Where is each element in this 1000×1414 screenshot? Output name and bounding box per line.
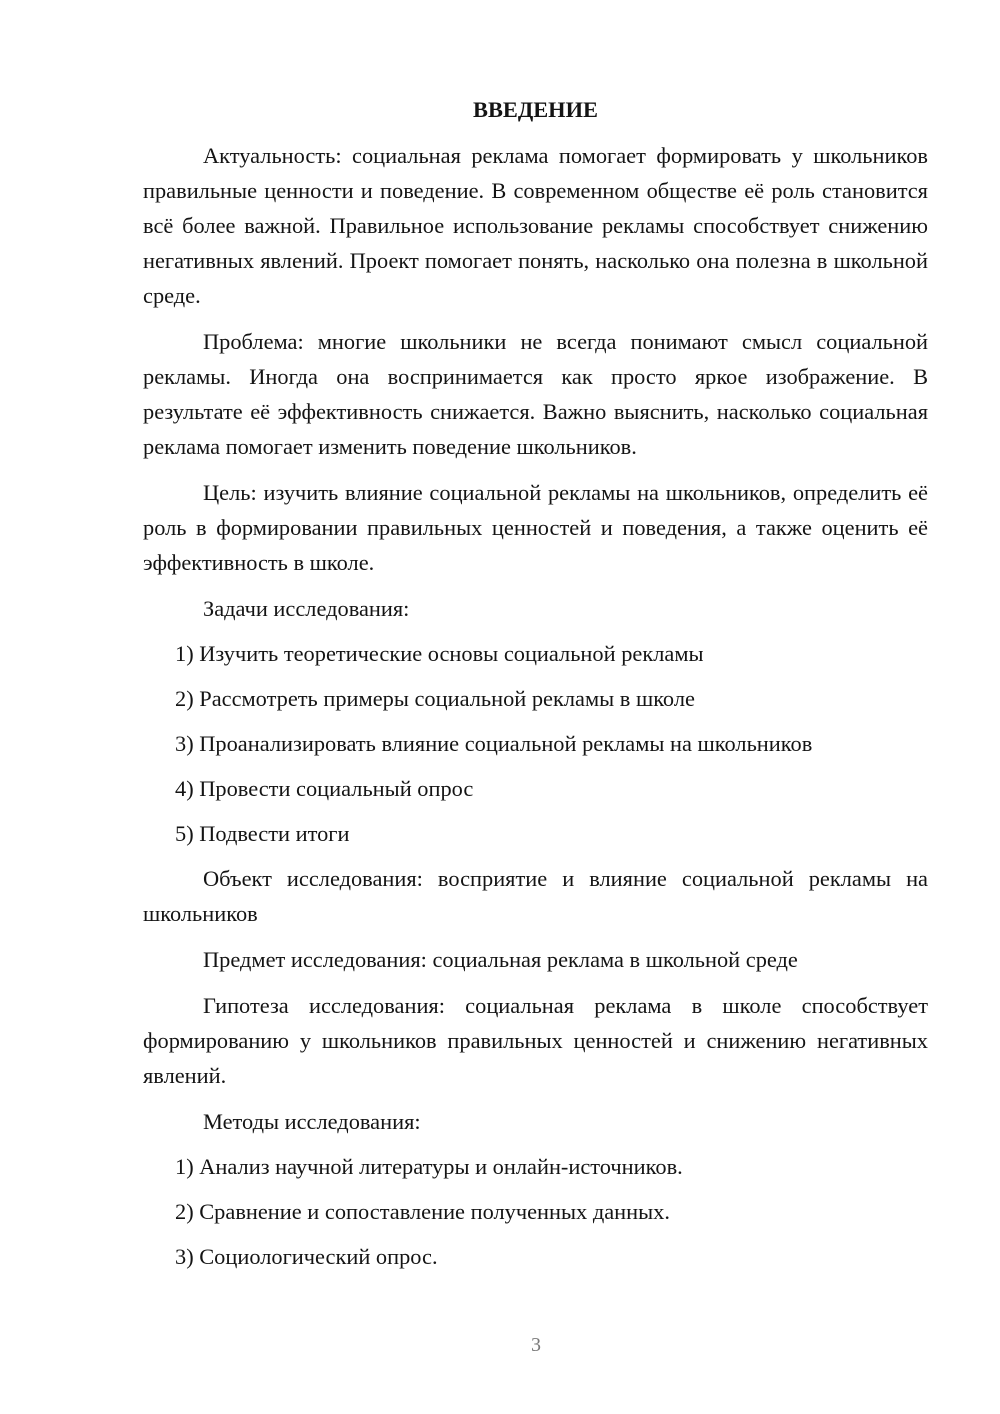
list-item: 2) Сравнение и сопоставление полученных данных. bbox=[175, 1199, 670, 1224]
list-item: 2) Рассмотреть примеры социальной рекламы в школе bbox=[175, 686, 695, 711]
tasks-list bbox=[143, 636, 928, 851]
methods-label: Методы исследования: bbox=[203, 1109, 421, 1134]
section-heading: ВВЕДЕНИЕ bbox=[473, 97, 598, 122]
list-item: 1) Анализ научной литературы и онлайн-источников. bbox=[175, 1154, 683, 1179]
problem-paragraph: Проблема: многие школьники не всегда понимают смысл социальной рекламы. Иногда она воспринимается как просто яркое изображение. В результате её эффективность снижается. Важно выяснить, насколько социальная реклама помогает изменить поведение школьников. bbox=[143, 329, 928, 459]
subject-paragraph: Предмет исследования: социальная реклама в школьной среде bbox=[203, 947, 798, 972]
list-item: 1) Изучить теоретические основы социальной рекламы bbox=[175, 641, 704, 666]
hypothesis-paragraph: Гипотеза исследования: социальная реклама в школе способствует формированию у школьников правильных ценностей и снижению негативных явлений. bbox=[143, 993, 928, 1088]
methods-list bbox=[143, 1149, 928, 1274]
document-page bbox=[143, 92, 928, 1284]
page-number: 3 bbox=[531, 1334, 541, 1356]
list-item: 3) Проанализировать влияние социальной рекламы на школьников bbox=[175, 731, 813, 756]
list-item: 4) Провести социальный опрос bbox=[175, 776, 474, 801]
list-item: 5) Подвести итоги bbox=[175, 821, 350, 846]
relevance-paragraph: Актуальность: социальная реклама помогает формировать у школьников правильные ценности и поведение. В современном обществе её роль становится всё более важной. Правильное использование рекламы способствует снижению негативных явлений. Проект помогает понять, насколько она полезна в школьной среде. bbox=[143, 143, 928, 308]
list-item: 3) Социологический опрос. bbox=[175, 1244, 438, 1269]
tasks-label: Задачи исследования: bbox=[203, 596, 410, 621]
goal-paragraph: Цель: изучить влияние социальной рекламы на школьников, определить её роль в формировании правильных ценностей и поведения, а также оценить её эффективность в школе. bbox=[143, 480, 928, 575]
object-paragraph: Объект исследования: восприятие и влияние социальной рекламы на школьников bbox=[143, 866, 928, 926]
